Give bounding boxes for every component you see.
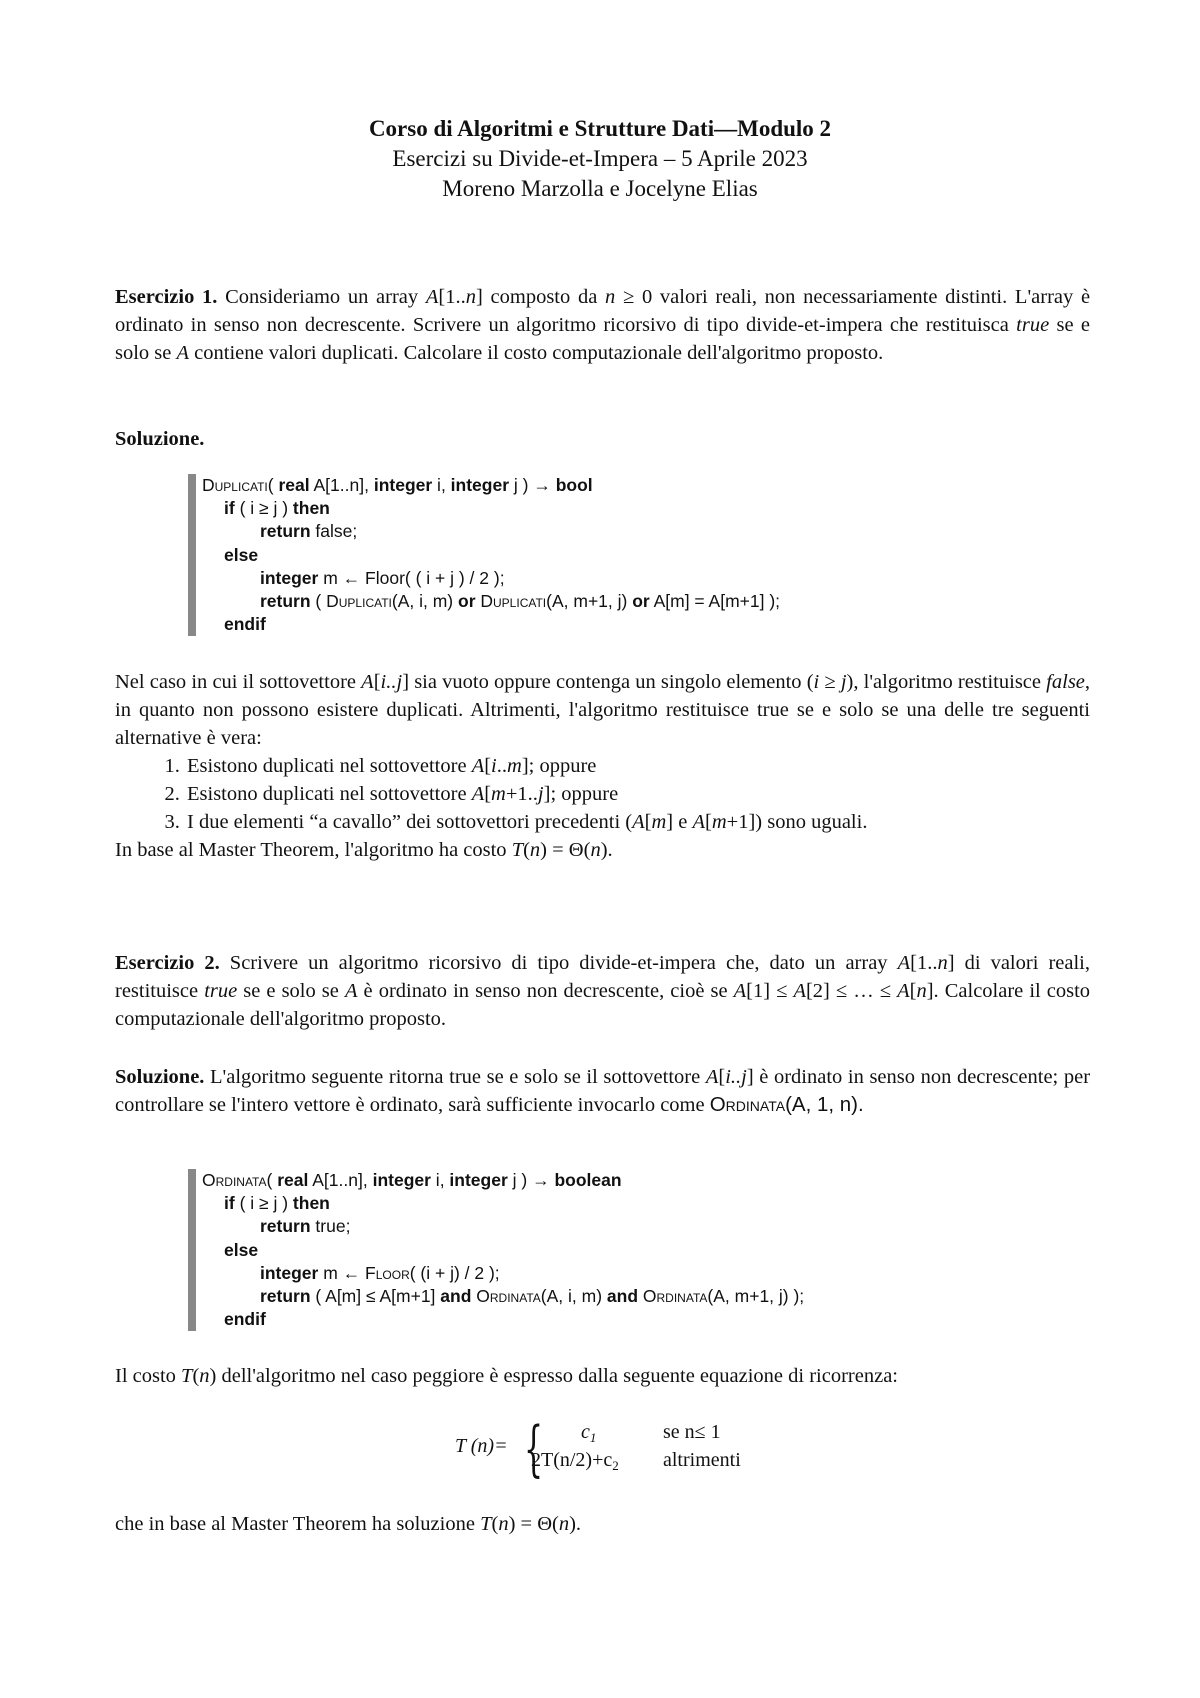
list-item: 3. I due elementi “a cavallo” dei sottovettori precedenti (A[m] e A[m+1]) sono uguali. <box>185 808 1090 836</box>
exercise-1-solution-label: Soluzione. <box>115 428 205 450</box>
exercise-2-statement: Esercizio 2. Scrivere un algoritmo ricorsivo di tipo divide-et-impera che, dato un array A[1..n] di valori reali, restituisce true se e solo se A è ordinato in senso non decrescente, cioè se A[1] ≤ A[2] ≤ … ≤ A[n]. Calcolare il costo computazionale dell'algoritmo proposto. <box>115 952 1091 1030</box>
list-item: 2. Esistono duplicati nel sottovettore A[m+1..j]; oppure <box>185 780 1090 808</box>
final-result: che in base al Master Theorem ha soluzione T(n) = Θ(n). <box>115 1513 582 1535</box>
document-page: Corso di Algoritmi e Strutture Dati—Modulo 2 Esercizi su Divide-et-Impera – 5 Aprile 2023 Moreno Marzolla e Jocelyne Elias Esercizio 1. Consideriamo un array A[1..n] composto da n ≥ 0 valori reali, non necessariamente distinti. L'array è ordinato in senso non decrescente. Scrivere un algoritmo ricorsivo di tipo divide-et-impera che restituisca true se e solo se A contiene valori duplicati. Calcolare il costo computazionale dell'algoritmo proposto. Soluzione. Duplicati( real A[1..n], integer i, integer j ) → bool if ( i ≥ j ) then return false; else integer m ← Floor( ( i + j ) / 2 ); return ( Duplicati(A, i, m) or Duplicati(A, m+1, j) or A[m] = A[m+1] ); endif Nel caso in cui il sottovettore A[i..j] sia vuoto oppure contenga un singolo elemento (i ≥ j), l'algoritmo restituisce false, in quanto non possono esistere duplicati. Altrimenti, l'algoritmo restituisce true se e solo se una delle tre seguenti alternative è vera: 1. Esistono duplicati nel sottovettore A[i..m]; oppure 2. Esistono duplicati nel sottovettore A[m+1..j]; oppure 3. I due elementi “a cavallo” dei sottovettori precedenti (A[m] e A[m+1]) sono uguali. In base al Master Theorem, l'algoritmo ha costo T(n) = Θ(n). Esercizio 2. Scrivere un algoritmo ricorsivo di tipo divide-et-impera che, dato un array A[1..n] di valori reali, restituisce true se e solo se A è ordinato in senso non decrescente, cioè se A[1] ≤ A[2] ≤ … ≤ A[n]. Calcolare il costo computazionale dell'algoritmo proposto. Soluzione. L'algoritmo seguente ritorna true se e solo se il sottovettore A[i..j] è ordinato in senso non decrescente; per controllare se l'intero vettore è ordinato, sarà sufficiente invocarlo come Ordinata(A, 1, n). Ordinata( real A[1..n], integer i, integer j ) → boolean if ( i ≥ j ) then return true; else integer m ← Floor( (i + j) / 2 ); return ( A[m] ≤ A[m+1] and Ordinata(A, i, m) and Ordinata(A, m+1, j) ); endif Il costo T(n) dell'algoritmo nel caso peggiore è espresso dalla seguente equazione di ricorrenza: T (n)= { $c_1$ $2T(n/2)+c_2$ se n≤ 1 altrimenti che in base al Master Theorem ha soluzione T(n) = Θ(n). <box>0 0 1200 1698</box>
alternatives-list <box>115 752 1090 836</box>
exercise-1-statement: Esercizio 1. Consideriamo un array A[1..n] composto da n ≥ 0 valori reali, non necessariamente distinti. L'array è ordinato in senso non decrescente. Scrivere un algoritmo ricorsivo di tipo divide-et-impera che restituisca true se e solo se A contiene valori duplicati. Calcolare il costo computazionale dell'algoritmo proposto. <box>115 286 1091 364</box>
list-item: 1. Esistono duplicati nel sottovettore A[i..m]; oppure <box>185 752 1090 780</box>
exercise-set-subtitle: Esercizi su Divide-et-Impera – 5 Aprile 2023 <box>392 146 808 171</box>
authors: Moreno Marzolla e Jocelyne Elias <box>442 176 758 201</box>
exercise-1-explanation: Nel caso in cui il sottovettore A[i..j] sia vuoto oppure contenga un singolo elemento (i ≥ j), l'algoritmo restituisce false, in quanto non possono esistere duplicati. Altrimenti, l'algoritmo restituisce true se e solo se una delle tre seguenti alternative è vera: 1. Esistono duplicati nel sottovettore A[i..m]; oppure 2. Esistono duplicati nel sottovettore A[m+1..j]; oppure 3. I due elementi “a cavallo” dei sottovettori precedenti (A[m] e A[m+1]) sono uguali. In base al Master Theorem, l'algoritmo ha costo T(n) = Θ(n). <box>115 668 1090 864</box>
duplicati-pseudocode: Duplicati( real A[1..n], integer i, integer j ) → bool if ( i ≥ j ) then return false; else integer m ← Floor( ( i + j ) / 2 ); return ( Duplicati(A, i, m) or Duplicati(A, m+1, j) or A[m] = A[m+1] ); endif <box>188 474 780 636</box>
exercise-1-label: Esercizio 1. <box>115 286 218 308</box>
course-title: Corso di Algoritmi e Strutture Dati—Modulo 2 <box>368 116 832 141</box>
ordinata-pseudocode: Ordinata( real A[1..n], integer i, integer j ) → boolean if ( i ≥ j ) then return true; else integer m ← Floor( (i + j) / 2 ); return ( A[m] ≤ A[m+1] and Ordinata(A, i, m) and Ordinata(A, m+1, j) ); endif <box>188 1169 804 1331</box>
exercise-2-label: Esercizio 2. <box>115 952 220 974</box>
exercise-2-solution: Soluzione. L'algoritmo seguente ritorna true se e solo se il sottovettore A[i..j] è ordinato in senso non decrescente; per controllare se l'intero vettore è ordinato, sarà sufficiente invocarlo come Ordinata(A, 1, n). <box>115 1066 1091 1116</box>
recurrence-intro: Il costo T(n) dell'algoritmo nel caso peggiore è espresso dalla seguente equazione di ricorrenza: <box>115 1365 898 1387</box>
document-header <box>0 114 1200 204</box>
